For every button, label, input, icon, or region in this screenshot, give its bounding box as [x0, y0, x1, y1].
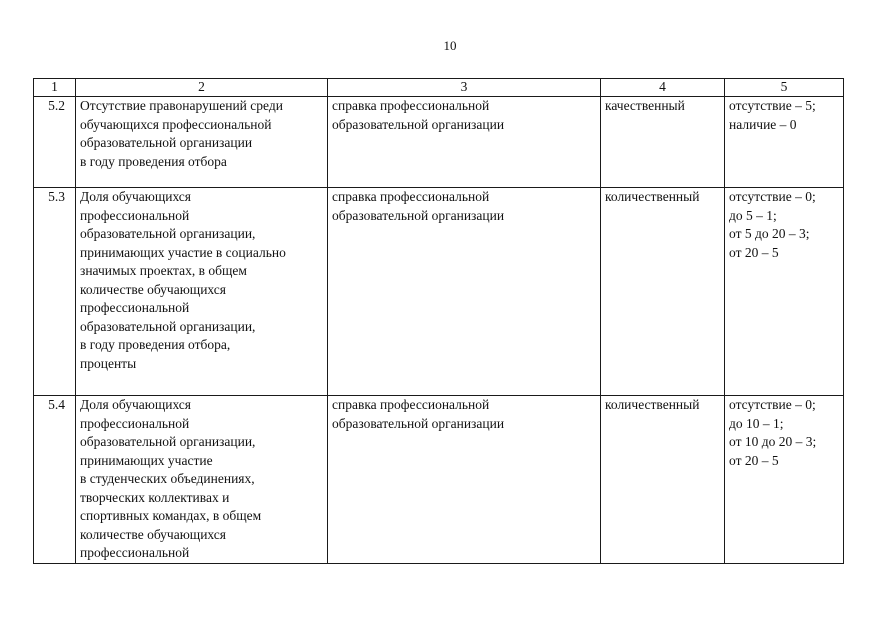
- score-text-line: отсутствие – 0;: [729, 397, 816, 412]
- page-number: 10: [443, 38, 457, 53]
- indicator-text-line: в году проведения отбора,: [80, 337, 231, 352]
- source-text-line: образовательной организации: [332, 207, 505, 223]
- row-number-cell: [34, 97, 76, 188]
- indicator-text-line: количестве обучающихся: [80, 526, 226, 542]
- score-text-line: отсутствие – 0;: [729, 189, 816, 204]
- row-number: 5.3: [48, 189, 65, 204]
- indicator-text-line: профессиональной: [80, 207, 190, 223]
- indicator-text-line: Доля обучающихся: [80, 397, 192, 412]
- indicator-text-line: профессиональной: [80, 415, 190, 431]
- indicator-text-line: в студенческих объединениях,: [80, 471, 255, 486]
- source-text-line: справка профессиональной: [332, 189, 490, 204]
- type-cell: [601, 97, 725, 188]
- indicator-text-line: проценты: [80, 355, 137, 371]
- score-cell: [725, 396, 844, 564]
- column-header-5: 5: [725, 79, 844, 97]
- score-text-line: от 20 – 5: [729, 452, 779, 468]
- indicator-text-line: Доля обучающихся: [80, 189, 192, 204]
- type-cell: [601, 396, 725, 564]
- score-text-line: отсутствие – 5;: [729, 98, 816, 113]
- indicator-text-line: Отсутствие правонарушений среди: [80, 98, 283, 113]
- score-text-line: до 10 – 1;: [729, 415, 784, 431]
- indicator-cell: [76, 188, 328, 396]
- indicator-type: качественный: [605, 98, 685, 113]
- score-text-line: наличие – 0: [729, 116, 797, 132]
- source-text-line: справка профессиональной: [332, 397, 490, 412]
- indicator-cell: [76, 97, 328, 188]
- type-cell: [601, 188, 725, 396]
- column-header-4: 4: [601, 79, 725, 97]
- table-header-row: [34, 79, 844, 97]
- row-number: 5.4: [48, 397, 65, 412]
- indicator-type: количественный: [605, 189, 700, 204]
- table-row: [34, 188, 844, 396]
- source-text-line: справка профессиональной: [332, 98, 490, 113]
- indicator-text-line: спортивных командах, в общем: [80, 508, 262, 523]
- indicator-text-line: принимающих участие в социально: [80, 244, 286, 260]
- column-header-1: 1: [34, 79, 76, 97]
- score-text-line: от 10 до 20 – 3;: [729, 434, 817, 449]
- source-cell: [328, 188, 601, 396]
- row-number: 5.2: [48, 98, 65, 113]
- table-row: [34, 97, 844, 188]
- source-text-line: образовательной организации: [332, 116, 505, 132]
- row-number-cell: [34, 396, 76, 564]
- source-cell: [328, 396, 601, 564]
- column-header-2: 2: [76, 79, 328, 97]
- indicator-text-line: количестве обучающихся: [80, 281, 226, 297]
- indicator-text-line: значимых проектах, в общем: [80, 263, 247, 278]
- indicator-text-line: образовательной организации,: [80, 318, 256, 334]
- source-cell: [328, 97, 601, 188]
- source-text-line: образовательной организации: [332, 415, 505, 431]
- table-row: [34, 396, 844, 564]
- score-cell: [725, 97, 844, 188]
- indicator-text-line: профессиональной: [80, 545, 190, 560]
- indicator-text-line: принимающих участие: [80, 452, 213, 468]
- score-text-line: от 5 до 20 – 3;: [729, 226, 810, 241]
- criteria-table: [33, 78, 844, 564]
- indicator-text-line: образовательной организации,: [80, 434, 256, 449]
- score-cell: [725, 188, 844, 396]
- score-text-line: до 5 – 1;: [729, 207, 777, 223]
- indicator-text-line: образовательной организации,: [80, 226, 256, 241]
- indicator-text-line: творческих коллективах и: [80, 489, 230, 505]
- indicator-text-line: в году проведения отбора: [80, 153, 227, 169]
- row-number-cell: [34, 188, 76, 396]
- score-text-line: от 20 – 5: [729, 244, 779, 260]
- indicator-cell: [76, 396, 328, 564]
- indicator-text-line: образовательной организации: [80, 135, 253, 150]
- indicator-text-line: обучающихся профессиональной: [80, 116, 272, 132]
- column-header-3: 3: [328, 79, 601, 97]
- indicator-text-line: профессиональной: [80, 300, 190, 315]
- indicator-type: количественный: [605, 397, 700, 412]
